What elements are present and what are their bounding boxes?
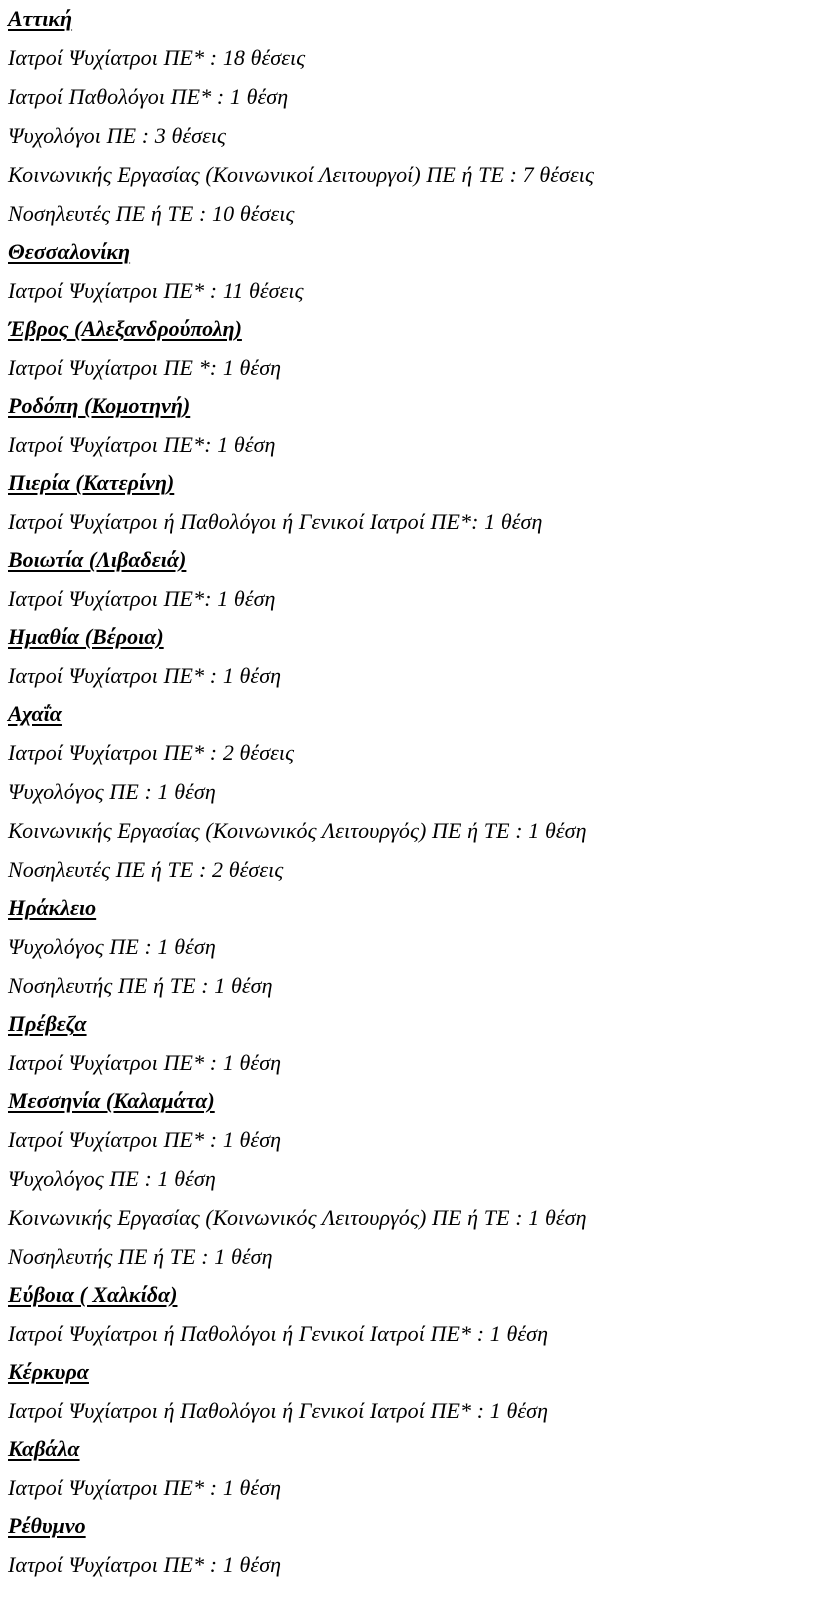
region-section bbox=[8, 464, 822, 541]
region-section bbox=[8, 541, 822, 618]
position-entry: Ιατροί Ψυχίατροι ΠΕ*: 1 θέση bbox=[8, 586, 276, 611]
position-entry: Ιατροί Ψυχίατροι ή Παθολόγοι ή Γενικοί Ιατροί ΠΕ*: 1 θέση bbox=[8, 509, 543, 534]
position-entry: Νοσηλευτές ΠΕ ή ΤΕ : 10 θέσεις bbox=[8, 201, 295, 226]
position-entry: Ψυχολόγος ΠΕ : 1 θέση bbox=[8, 1166, 216, 1191]
position-entry: Ψυχολόγος ΠΕ : 1 θέση bbox=[8, 934, 216, 959]
position-entry: Νοσηλευτής ΠΕ ή ΤΕ : 1 θέση bbox=[8, 973, 273, 998]
region-section bbox=[8, 0, 822, 233]
region-heading: Πιερία (Κατερίνη) bbox=[8, 470, 175, 495]
region-section bbox=[8, 1082, 822, 1276]
region-section bbox=[8, 1353, 822, 1430]
region-heading: Αττική bbox=[8, 6, 73, 31]
position-entry: Κοινωνικής Εργασίας (Κοινωνικοί Λειτουργοί) ΠΕ ή ΤΕ : 7 θέσεις bbox=[8, 162, 594, 187]
position-entry: Ιατροί Ψυχίατροι ΠΕ* : 1 θέση bbox=[8, 1552, 282, 1577]
position-entry: Ιατροί Ψυχίατροι ΠΕ* : 1 θέση bbox=[8, 1127, 282, 1152]
position-entry: Ιατροί Ψυχίατροι ή Παθολόγοι ή Γενικοί Ιατροί ΠΕ* : 1 θέση bbox=[8, 1321, 549, 1346]
region-heading: Μεσσηνία (Καλαμάτα) bbox=[8, 1088, 215, 1113]
region-section bbox=[8, 1276, 822, 1353]
position-entry: Ιατροί Ψυχίατροι ΠΕ* : 1 θέση bbox=[8, 663, 282, 688]
region-heading: Ροδόπη (Κομοτηνή) bbox=[8, 393, 191, 418]
region-section bbox=[8, 310, 822, 387]
region-heading: Βοιωτία (Λιβαδειά) bbox=[8, 547, 187, 572]
region-heading: Εύβοια ( Χαλκίδα) bbox=[8, 1282, 178, 1307]
region-heading: Έβρος (Αλεξανδρούπολη) bbox=[8, 316, 242, 341]
position-entry: Κοινωνικής Εργασίας (Κοινωνικός Λειτουργός) ΠΕ ή ΤΕ : 1 θέση bbox=[8, 818, 587, 843]
position-entry: Ιατροί Ψυχίατροι ΠΕ* : 1 θέση bbox=[8, 1475, 282, 1500]
position-entry: Ιατροί Ψυχίατροι ΠΕ* : 1 θέση bbox=[8, 1050, 282, 1075]
position-entry: Ψυχολόγος ΠΕ : 1 θέση bbox=[8, 779, 216, 804]
region-section bbox=[8, 1430, 822, 1507]
region-section bbox=[8, 233, 822, 310]
sections-list bbox=[8, 0, 822, 1584]
position-entry: Ψυχολόγοι ΠΕ : 3 θέσεις bbox=[8, 123, 227, 148]
region-heading: Ρέθυμνο bbox=[8, 1513, 86, 1538]
position-entry: Ιατροί Ψυχίατροι ΠΕ* : 18 θέσεις bbox=[8, 45, 306, 70]
position-entry: Ιατροί Ψυχίατροι ΠΕ *: 1 θέση bbox=[8, 355, 282, 380]
region-section bbox=[8, 889, 822, 1005]
region-heading: Κέρκυρα bbox=[8, 1359, 89, 1384]
region-section bbox=[8, 1507, 822, 1584]
region-heading: Ηράκλειο bbox=[8, 895, 97, 920]
position-entry: Ιατροί Ψυχίατροι ΠΕ* : 2 θέσεις bbox=[8, 740, 295, 765]
position-entry: Νοσηλευτής ΠΕ ή ΤΕ : 1 θέση bbox=[8, 1244, 273, 1269]
region-section bbox=[8, 618, 822, 695]
region-heading: Καβάλα bbox=[8, 1436, 80, 1461]
position-entry: Ιατροί Ψυχίατροι ΠΕ* : 11 θέσεις bbox=[8, 278, 304, 303]
position-entry: Ιατροί Ψυχίατροι ΠΕ*: 1 θέση bbox=[8, 432, 276, 457]
position-entry: Ιατροί Παθολόγοι ΠΕ* : 1 θέση bbox=[8, 84, 289, 109]
region-heading: Ημαθία (Βέροια) bbox=[8, 624, 164, 649]
region-section bbox=[8, 1005, 822, 1082]
region-heading: Αχαΐα bbox=[8, 701, 62, 726]
position-entry: Νοσηλευτές ΠΕ ή ΤΕ : 2 θέσεις bbox=[8, 857, 284, 882]
region-section bbox=[8, 387, 822, 464]
region-heading: Πρέβεζα bbox=[8, 1011, 87, 1036]
position-entry: Ιατροί Ψυχίατροι ή Παθολόγοι ή Γενικοί Ιατροί ΠΕ* : 1 θέση bbox=[8, 1398, 549, 1423]
region-heading: Θεσσαλονίκη bbox=[8, 239, 131, 264]
region-section bbox=[8, 695, 822, 889]
position-entry: Κοινωνικής Εργασίας (Κοινωνικός Λειτουργός) ΠΕ ή ΤΕ : 1 θέση bbox=[8, 1205, 587, 1230]
